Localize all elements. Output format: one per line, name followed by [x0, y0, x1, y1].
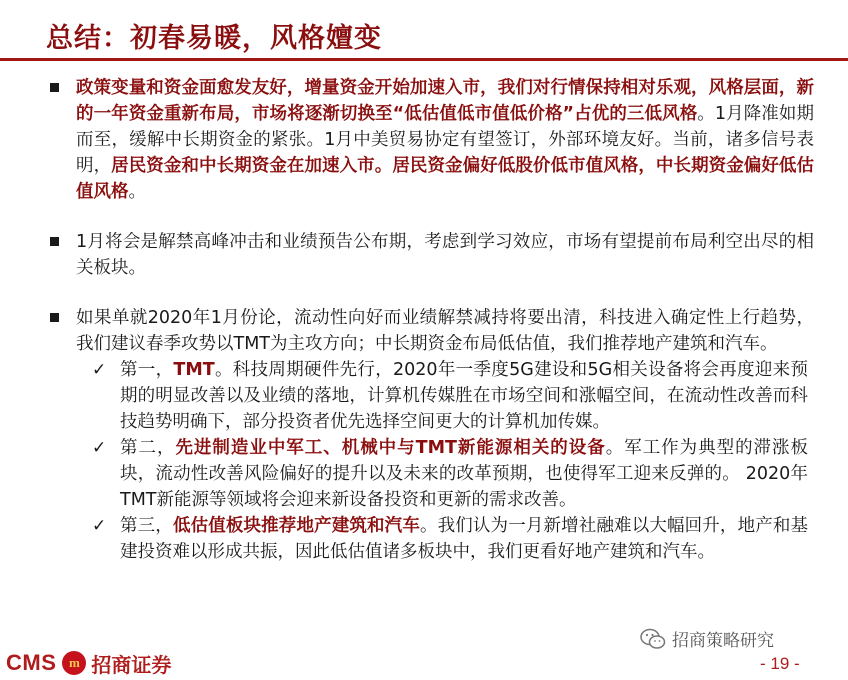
sub-text: 第一，TMT。科技周期硬件先行，2020年一季度5G建设和5G相关设备将会再度迎来预期的明显改善以及业绩的落地，计算机传媒胜在市场空间和涨幅空间，在流动性改善而科技趋势明确下，部分投资者优先选择空间更大的计算机加传媒。	[120, 360, 808, 432]
page-title: 总结：初春易暖，风格嬗变	[46, 23, 382, 54]
checkmark-icon: ✓	[92, 360, 107, 380]
bullet-item	[44, 229, 814, 281]
sub-text: 第二，先进制造业中军工、机械中与TMT新能源相关的设备。军工作为典型的滞涨板块，流动性改善风险偏好的提升以及未来的改革预期，也使得军工迎来反弹的。 2020年TMT新能源等领域将会迎来新设备投资和更新的需求改善。	[120, 438, 809, 510]
square-bullet-icon	[50, 313, 59, 322]
bullet-item	[44, 305, 814, 357]
checkmark-icon: ✓	[92, 438, 107, 458]
title-divider	[0, 58, 848, 61]
square-bullet-icon	[50, 237, 59, 246]
company-logo	[6, 650, 171, 676]
sub-item	[88, 513, 808, 565]
wechat-label: 招商策略研究	[672, 631, 774, 651]
page-number: - 19 -	[760, 654, 800, 673]
square-bullet-icon	[50, 83, 59, 92]
bullet-item	[44, 75, 814, 205]
sub-text: 第三，低估值板块推荐地产建筑和汽车。我们认为一月新增社融难以大幅回升，地产和基建投资难以形成共振，因此低估值诸多板块中，我们更看好地产建筑和汽车。	[120, 516, 809, 562]
wechat-watermark	[640, 626, 774, 651]
checkmark-icon: ✓	[92, 516, 107, 536]
bullet-text: 如果单就2020年1月份论，流动性向好而业绩解禁减持将要出清，科技进入确定性上行趋势，我们建议春季攻势以TMT为主攻方向；中长期资金布局低估值，我们推荐地产建筑和汽车。	[76, 308, 814, 354]
sub-item	[88, 435, 808, 513]
logo-text: CMS	[6, 650, 57, 675]
logo-cn-text: 招商证券	[91, 652, 172, 677]
logo-seal-icon: m	[62, 651, 86, 675]
bullet-text: 政策变量和资金面愈发友好，增量资金开始加速入市，我们对行情保持相对乐观，风格层面，新的一年资金重新布局，市场将逐渐切换至“低估值低市值低价格”占优的三低风格。1月降准如期而至，缓解中长期资金的紧张。1月中美贸易协定有望签订，外部环境友好。当前，诸多信号表明，居民资金和中长期资金在加速入市。居民资金偏好低股价低市值风格，中长期资金偏好低估值风格。	[76, 78, 815, 202]
bullet-text: 1月将会是解禁高峰冲击和业绩预告公布期，考虑到学习效应，市场有望提前布局利空出尽的相关板块。	[76, 232, 814, 278]
content-body	[44, 75, 814, 565]
wechat-icon	[640, 628, 666, 650]
sub-item	[88, 357, 808, 435]
